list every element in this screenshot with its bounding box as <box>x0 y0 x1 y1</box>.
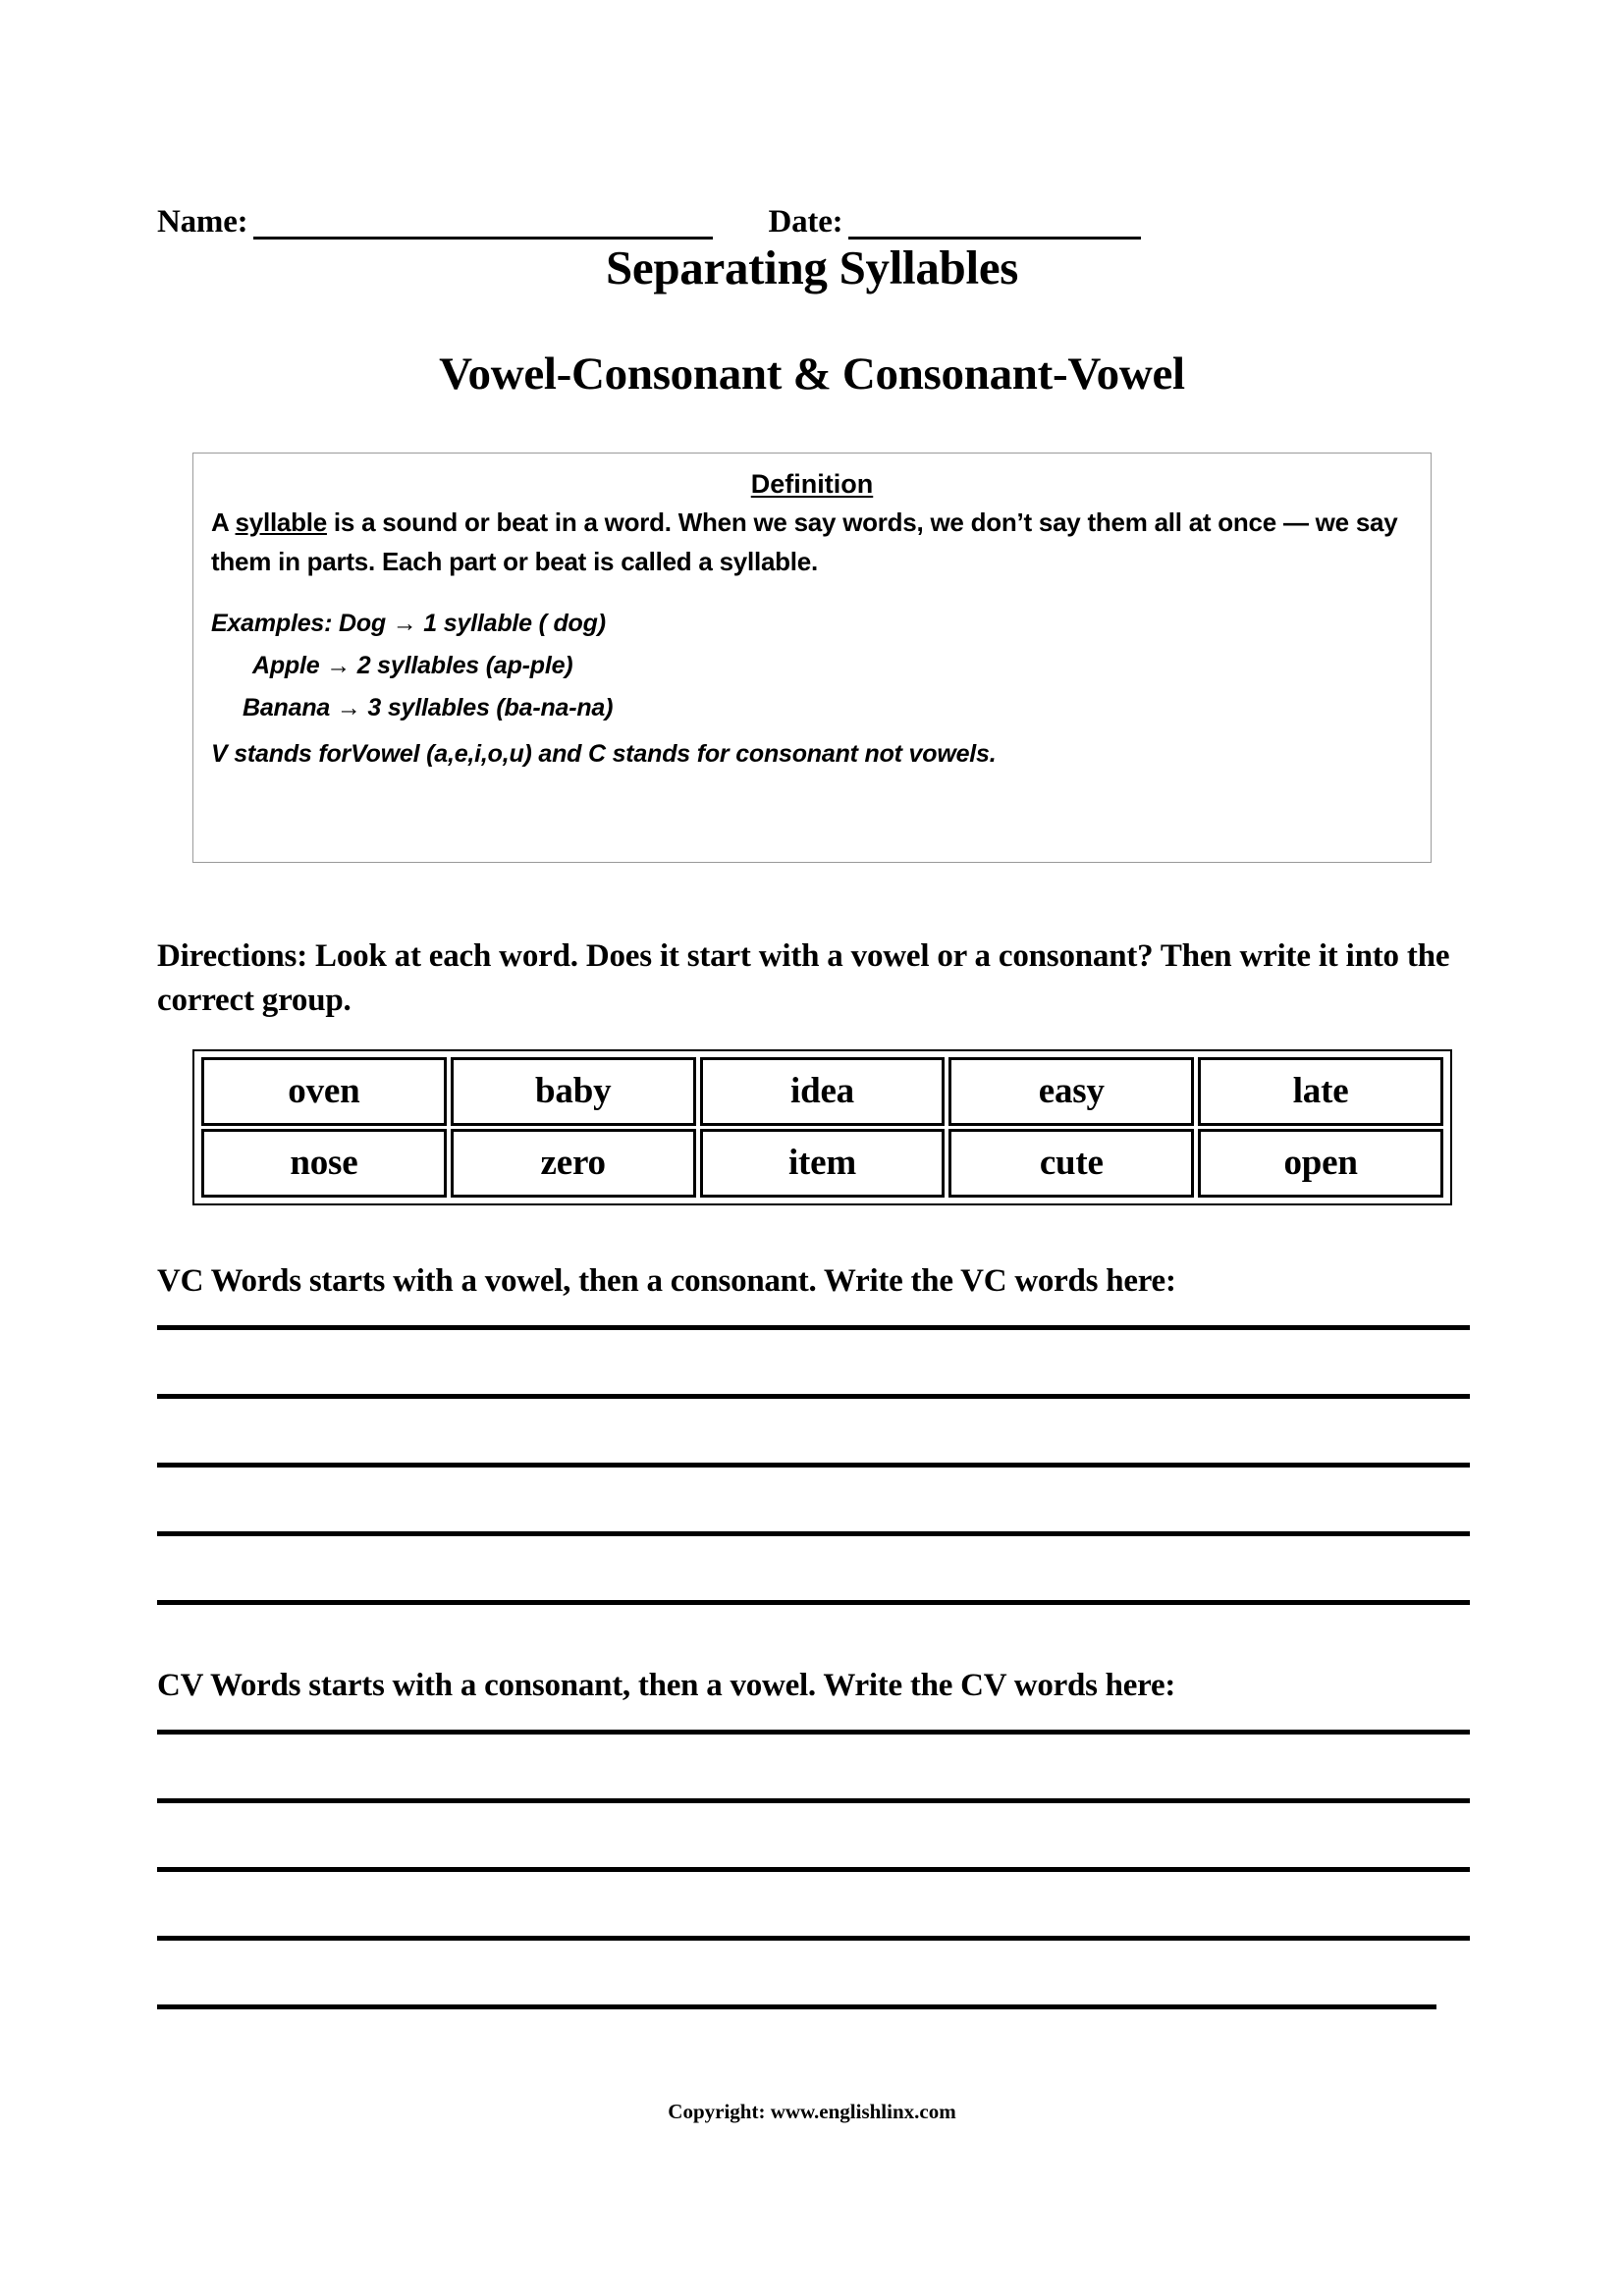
date-input-rule[interactable] <box>848 207 1141 240</box>
answer-line[interactable] <box>157 1798 1470 1803</box>
vc-answer-lines <box>157 1325 1478 1669</box>
page-title: Separating Syllables <box>605 240 1019 294</box>
page-subtitle: Vowel-Consonant & Consonant-Vowel <box>439 348 1185 400</box>
answer-line[interactable] <box>157 1600 1470 1605</box>
name-label: Name: <box>157 204 248 240</box>
word-cell[interactable]: cute <box>948 1129 1194 1198</box>
word-cell[interactable]: easy <box>948 1057 1194 1126</box>
answer-line[interactable] <box>157 1394 1470 1399</box>
cv-words-prompt: CV Words starts with a consonant, then a vowel. Write the CV words here: <box>157 1668 1176 1703</box>
word-bank-body <box>201 1057 1443 1198</box>
word-cell[interactable]: zero <box>451 1129 696 1198</box>
definition-note: V stands forVowel (a,e,i,o,u) and C stands for consonant not vowels. <box>211 740 997 768</box>
word-cell[interactable]: baby <box>451 1057 696 1126</box>
definition-example-3: Banana → 3 syllables (ba-na-na) <box>243 694 614 721</box>
definition-body-before: A <box>211 507 236 537</box>
word-cell[interactable]: late <box>1198 1057 1443 1126</box>
vc-words-prompt: VC Words starts with a vowel, then a consonant. Write the VC words here: <box>157 1263 1176 1299</box>
word-cell[interactable]: open <box>1198 1129 1443 1198</box>
definition-box <box>192 453 1432 863</box>
word-cell[interactable]: nose <box>201 1129 447 1198</box>
answer-line[interactable] <box>157 1325 1470 1330</box>
word-cell[interactable]: oven <box>201 1057 447 1126</box>
date-label: Date: <box>768 204 843 240</box>
word-cell[interactable]: item <box>700 1129 946 1198</box>
answer-line[interactable] <box>157 1936 1470 1941</box>
answer-line[interactable] <box>157 1463 1470 1468</box>
answer-line[interactable] <box>157 1867 1470 1872</box>
definition-example-1: Examples: Dog → 1 syllable ( dog) <box>211 610 606 637</box>
word-bank <box>192 1049 1452 1205</box>
answer-line[interactable] <box>157 1531 1470 1536</box>
word-cell[interactable]: idea <box>700 1057 946 1126</box>
name-date-row <box>157 192 1473 240</box>
definition-body <box>211 503 1417 581</box>
table-row <box>201 1057 1443 1126</box>
answer-line[interactable] <box>157 2004 1436 2009</box>
cv-answer-lines <box>157 1730 1478 2073</box>
definition-keyword: syllable <box>235 507 327 537</box>
word-bank-table <box>197 1054 1447 1201</box>
copyright-footer: Copyright: www.englishlinx.com <box>668 2100 956 2123</box>
table-row <box>201 1129 1443 1198</box>
definition-heading: Definition <box>750 469 874 499</box>
definition-example-2: Apple → 2 syllables (ap-ple) <box>252 652 573 679</box>
name-input-rule[interactable] <box>253 207 713 240</box>
definition-body-after: is a sound or beat in a word. When we say words, we don’t say them all at once — we say them in parts. Each part or beat is called a syllable. <box>211 507 1398 576</box>
directions-text: Directions: Look at each word. Does it start with a vowel or a consonant? Then write it into the correct group. <box>157 938 1450 1018</box>
answer-line[interactable] <box>157 1730 1470 1735</box>
